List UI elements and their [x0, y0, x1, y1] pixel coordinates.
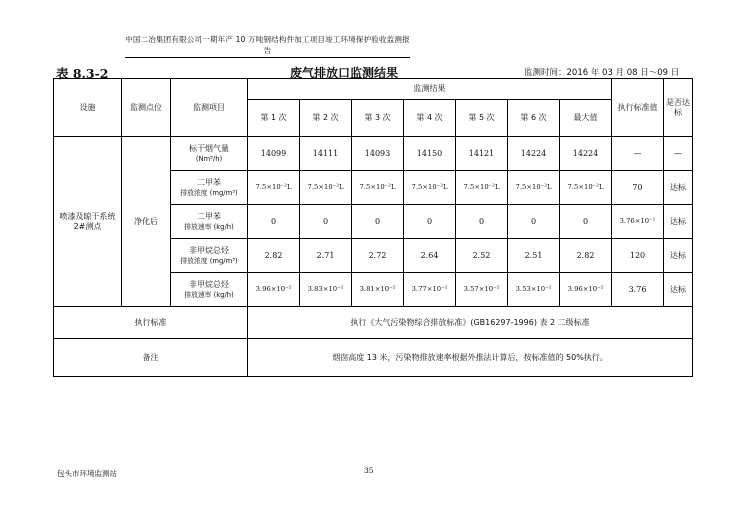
value-cell: 0 — [456, 205, 508, 239]
value-cell: 14099 — [248, 137, 300, 171]
facility-cell: 喷漆及晾干系统 2#测点 — [54, 137, 122, 307]
item-name: 非甲烷总烃 — [189, 245, 229, 255]
max-cell: 2.82 — [560, 239, 612, 273]
value-cell: 7.5×10⁻²L — [248, 171, 300, 205]
page-header: 中国二冶集团有限公司一期年产 10 万吨钢结构件加工项目竣工环境保护验收监测报告 — [125, 34, 410, 58]
item-cell — [171, 205, 248, 239]
value-cell: 0 — [248, 205, 300, 239]
results-table — [53, 78, 693, 377]
value-cell: 7.5×10⁻²L — [508, 171, 560, 205]
remark-row-label: 备注 — [54, 339, 248, 377]
compliance-cell: 达标 — [664, 171, 693, 205]
max-cell: 14224 — [560, 137, 612, 171]
value-cell: 14150 — [404, 137, 456, 171]
standard-row-label: 执行标准 — [54, 307, 248, 339]
value-cell: 0 — [300, 205, 352, 239]
header-point: 监测点位 — [122, 79, 171, 137]
header-max: 最大值 — [560, 100, 612, 137]
header-facility: 设施 — [54, 79, 122, 137]
value-cell: 2.52 — [456, 239, 508, 273]
standard-row-text: 执行《大气污染物综合排放标准》(GB16297-1996) 表 2 二级标准 — [248, 307, 693, 339]
value-cell: 14224 — [508, 137, 560, 171]
item-cell — [171, 239, 248, 273]
header-run: 第 6 次 — [508, 100, 560, 137]
item-cell — [171, 171, 248, 205]
header-run: 第 4 次 — [404, 100, 456, 137]
value-cell: 2.64 — [404, 239, 456, 273]
compliance-cell: 达标 — [664, 273, 693, 307]
item-unit: 排放浓度 (mg/m³) — [180, 256, 238, 265]
header-standard: 执行标准值 — [612, 79, 664, 137]
standard-cell: 120 — [612, 239, 664, 273]
item-name: 标干烟气量 — [189, 143, 229, 153]
value-cell: 2.51 — [508, 239, 560, 273]
header-run: 第 5 次 — [456, 100, 508, 137]
header-run: 第 1 次 — [248, 100, 300, 137]
item-unit: 排放浓度 (mg/m³) — [180, 188, 238, 197]
header-run: 第 2 次 — [300, 100, 352, 137]
value-cell: 7.5×10⁻²L — [404, 171, 456, 205]
value-cell: 3.57×10⁻² — [456, 273, 508, 307]
max-cell: 7.5×10⁻²L — [560, 171, 612, 205]
compliance-cell: — — [664, 137, 693, 171]
item-name: 非甲烷总烃 — [189, 279, 229, 289]
value-cell: 7.5×10⁻²L — [456, 171, 508, 205]
value-cell: 14121 — [456, 137, 508, 171]
value-cell: 3.81×10⁻² — [352, 273, 404, 307]
value-cell: 2.71 — [300, 239, 352, 273]
item-unit: 排放速率 (kg/h) — [184, 222, 234, 231]
footer-org: 包头市环境监测站 — [57, 469, 117, 478]
item-cell — [171, 273, 248, 307]
value-cell: 2.82 — [248, 239, 300, 273]
item-name: 二甲苯 — [197, 211, 221, 221]
item-name: 二甲苯 — [197, 177, 221, 187]
value-cell: 2.72 — [352, 239, 404, 273]
value-cell: 7.5×10⁻²L — [300, 171, 352, 205]
standard-cell: 70 — [612, 171, 664, 205]
point-cell: 净化后 — [122, 137, 171, 307]
value-cell: 14093 — [352, 137, 404, 171]
item-cell — [171, 137, 248, 171]
max-cell: 0 — [560, 205, 612, 239]
value-cell: 0 — [352, 205, 404, 239]
remark-row-text: 烟囱高度 13 米，污染物排放速率根据外推法计算后，按标准值的 50%执行。 — [248, 339, 693, 377]
compliance-cell: 达标 — [664, 239, 693, 273]
header-result: 监测结果 — [248, 79, 612, 100]
monitor-time: 监测时间：2016 年 03 月 08 日～09 日 — [524, 68, 680, 78]
item-unit: 排放速率 (kg/h) — [184, 290, 234, 299]
value-cell: 3.96×10⁻² — [248, 273, 300, 307]
item-unit: (Nm³/h) — [195, 154, 223, 163]
value-cell: 0 — [404, 205, 456, 239]
value-cell: 7.5×10⁻²L — [352, 171, 404, 205]
standard-cell: 3.76×10⁻¹ — [612, 205, 664, 239]
value-cell: 14111 — [300, 137, 352, 171]
max-cell: 3.96×10⁻² — [560, 273, 612, 307]
page-number: 35 — [364, 466, 374, 475]
compliance-cell: 达标 — [664, 205, 693, 239]
table-title: 废气排放口监测结果 — [290, 66, 399, 80]
header-compliance: 是否达标 — [664, 79, 693, 137]
table-label: 表 8.3-2 — [56, 66, 109, 81]
header-item: 监测项目 — [171, 79, 248, 137]
header-run: 第 3 次 — [352, 100, 404, 137]
value-cell: 3.77×10⁻² — [404, 273, 456, 307]
value-cell: 3.83×10⁻² — [300, 273, 352, 307]
standard-cell: 3.76 — [612, 273, 664, 307]
standard-cell: — — [612, 137, 664, 171]
value-cell: 3.53×10⁻² — [508, 273, 560, 307]
value-cell: 0 — [508, 205, 560, 239]
